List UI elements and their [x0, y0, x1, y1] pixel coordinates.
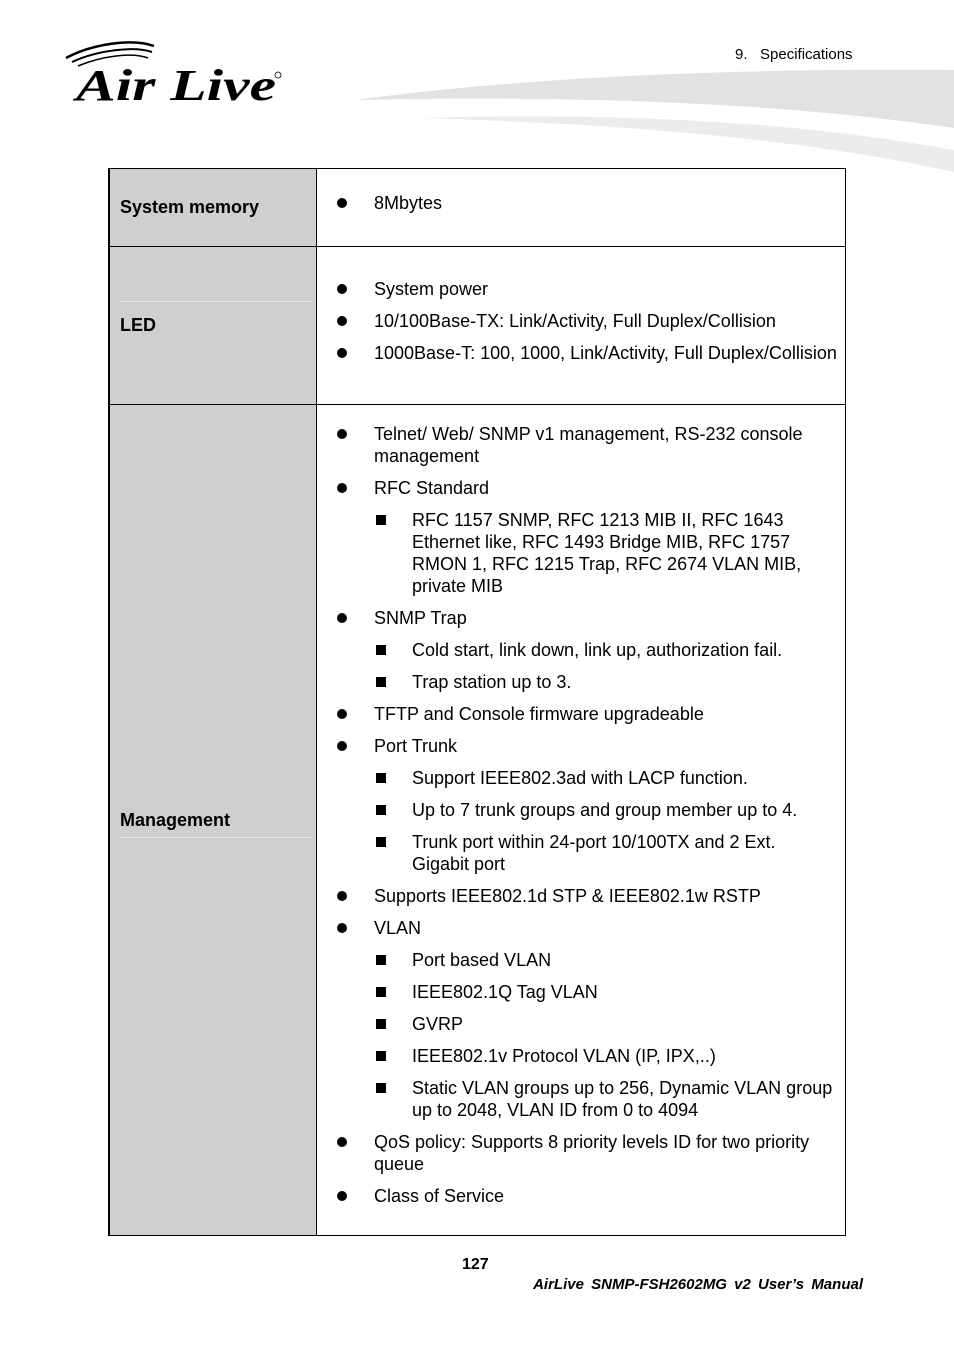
- list-item: [317, 735, 837, 875]
- sub-list-item: Up to 7 trunk groups and group member up to 4.: [374, 799, 837, 821]
- spec-bullet-list: [317, 278, 845, 364]
- list-item-text: TFTP and Console firmware upgradeable: [374, 704, 704, 724]
- spec-row-system-memory: [109, 169, 846, 247]
- sub-list-item: GVRP: [374, 1013, 837, 1035]
- sub-list-item: IEEE802.1Q Tag VLAN: [374, 981, 837, 1003]
- spec-value-cell: [317, 405, 846, 1236]
- spec-bullet-list: [317, 192, 845, 214]
- list-item: 1000Base-T: 100, 1000, Link/Activity, Full Duplex/Collision: [317, 342, 837, 364]
- list-item-text: RFC Standard: [374, 478, 490, 498]
- specifications-table: [108, 168, 846, 1236]
- logo-wordmark: Air Live: [71, 61, 276, 110]
- spec-label: LED: [120, 315, 156, 335]
- list-item-text: Telnet/ Web/ SNMP v1 management, RS-232 console management: [374, 424, 803, 466]
- sub-list-item: Trunk port within 24-port 10/100TX and 2 Ext. Gigabit port: [374, 831, 837, 875]
- sub-list-item: IEEE802.1v Protocol VLAN (IP, IPX,..): [374, 1045, 837, 1067]
- page-number: 127: [462, 1256, 489, 1273]
- list-item-text: Class of Service: [374, 1186, 505, 1206]
- spec-label: Management: [120, 809, 231, 830]
- spec-row-management: [109, 405, 846, 1236]
- sub-list-item: Cold start, link down, link up, authorization fail.: [374, 639, 837, 661]
- spec-value-cell: [317, 169, 846, 247]
- list-item: [317, 917, 837, 1121]
- list-item: 8Mbytes: [317, 192, 837, 214]
- manual-title-footer: AirLive SNMP-FSH2602MG v2 User’s Manual: [533, 1276, 863, 1293]
- sub-bullet-list: [374, 639, 837, 693]
- list-item: [317, 423, 837, 467]
- sub-list-item: RFC 1157 SNMP, RFC 1213 MIB II, RFC 1643 Ethernet like, RFC 1493 Bridge MIB, RFC 1757 RMON 1, RFC 1215 Trap, RFC 2674 VLAN MIB, private MIB: [374, 509, 837, 597]
- sub-list-item: Port based VLAN: [374, 949, 837, 971]
- list-item: [317, 885, 837, 907]
- list-item-text: QoS policy: Supports 8 priority levels ID for two priority queue: [374, 1132, 810, 1174]
- airlive-logo: [62, 40, 292, 110]
- spec-label-cell: [109, 169, 317, 247]
- list-item: [317, 1131, 837, 1175]
- spec-bullet-list: [317, 423, 845, 1207]
- divider: [120, 837, 312, 838]
- list-item: [317, 1185, 837, 1207]
- list-item-text: Port Trunk: [374, 736, 458, 756]
- sub-list-item: Support IEEE802.3ad with LACP function.: [374, 767, 837, 789]
- spec-label: System memory: [120, 197, 260, 217]
- list-item-text: Supports IEEE802.1d STP & IEEE802.1w RSTP: [374, 886, 761, 906]
- chapter-heading: 9. Specifications: [735, 46, 853, 63]
- list-item: [317, 477, 837, 597]
- sub-bullet-list: [374, 509, 837, 597]
- list-item: System power: [317, 278, 837, 300]
- list-item: 10/100Base-TX: Link/Activity, Full Duplex/Collision: [317, 310, 837, 332]
- sub-list-item: Trap station up to 3.: [374, 671, 837, 693]
- spec-row-led: [109, 247, 846, 405]
- spec-value-cell: [317, 247, 846, 405]
- sub-bullet-list: [374, 949, 837, 1121]
- spec-label-cell: [109, 247, 317, 405]
- list-item-text: SNMP Trap: [374, 608, 467, 628]
- list-item: [317, 607, 837, 693]
- divider: [120, 301, 312, 302]
- list-item-text: VLAN: [374, 918, 422, 938]
- sub-bullet-list: [374, 767, 837, 875]
- sub-list-item: Static VLAN groups up to 256, Dynamic VLAN group up to 2048, VLAN ID from 0 to 4094: [374, 1077, 837, 1121]
- spec-label-cell: [109, 405, 317, 1236]
- list-item: [317, 703, 837, 725]
